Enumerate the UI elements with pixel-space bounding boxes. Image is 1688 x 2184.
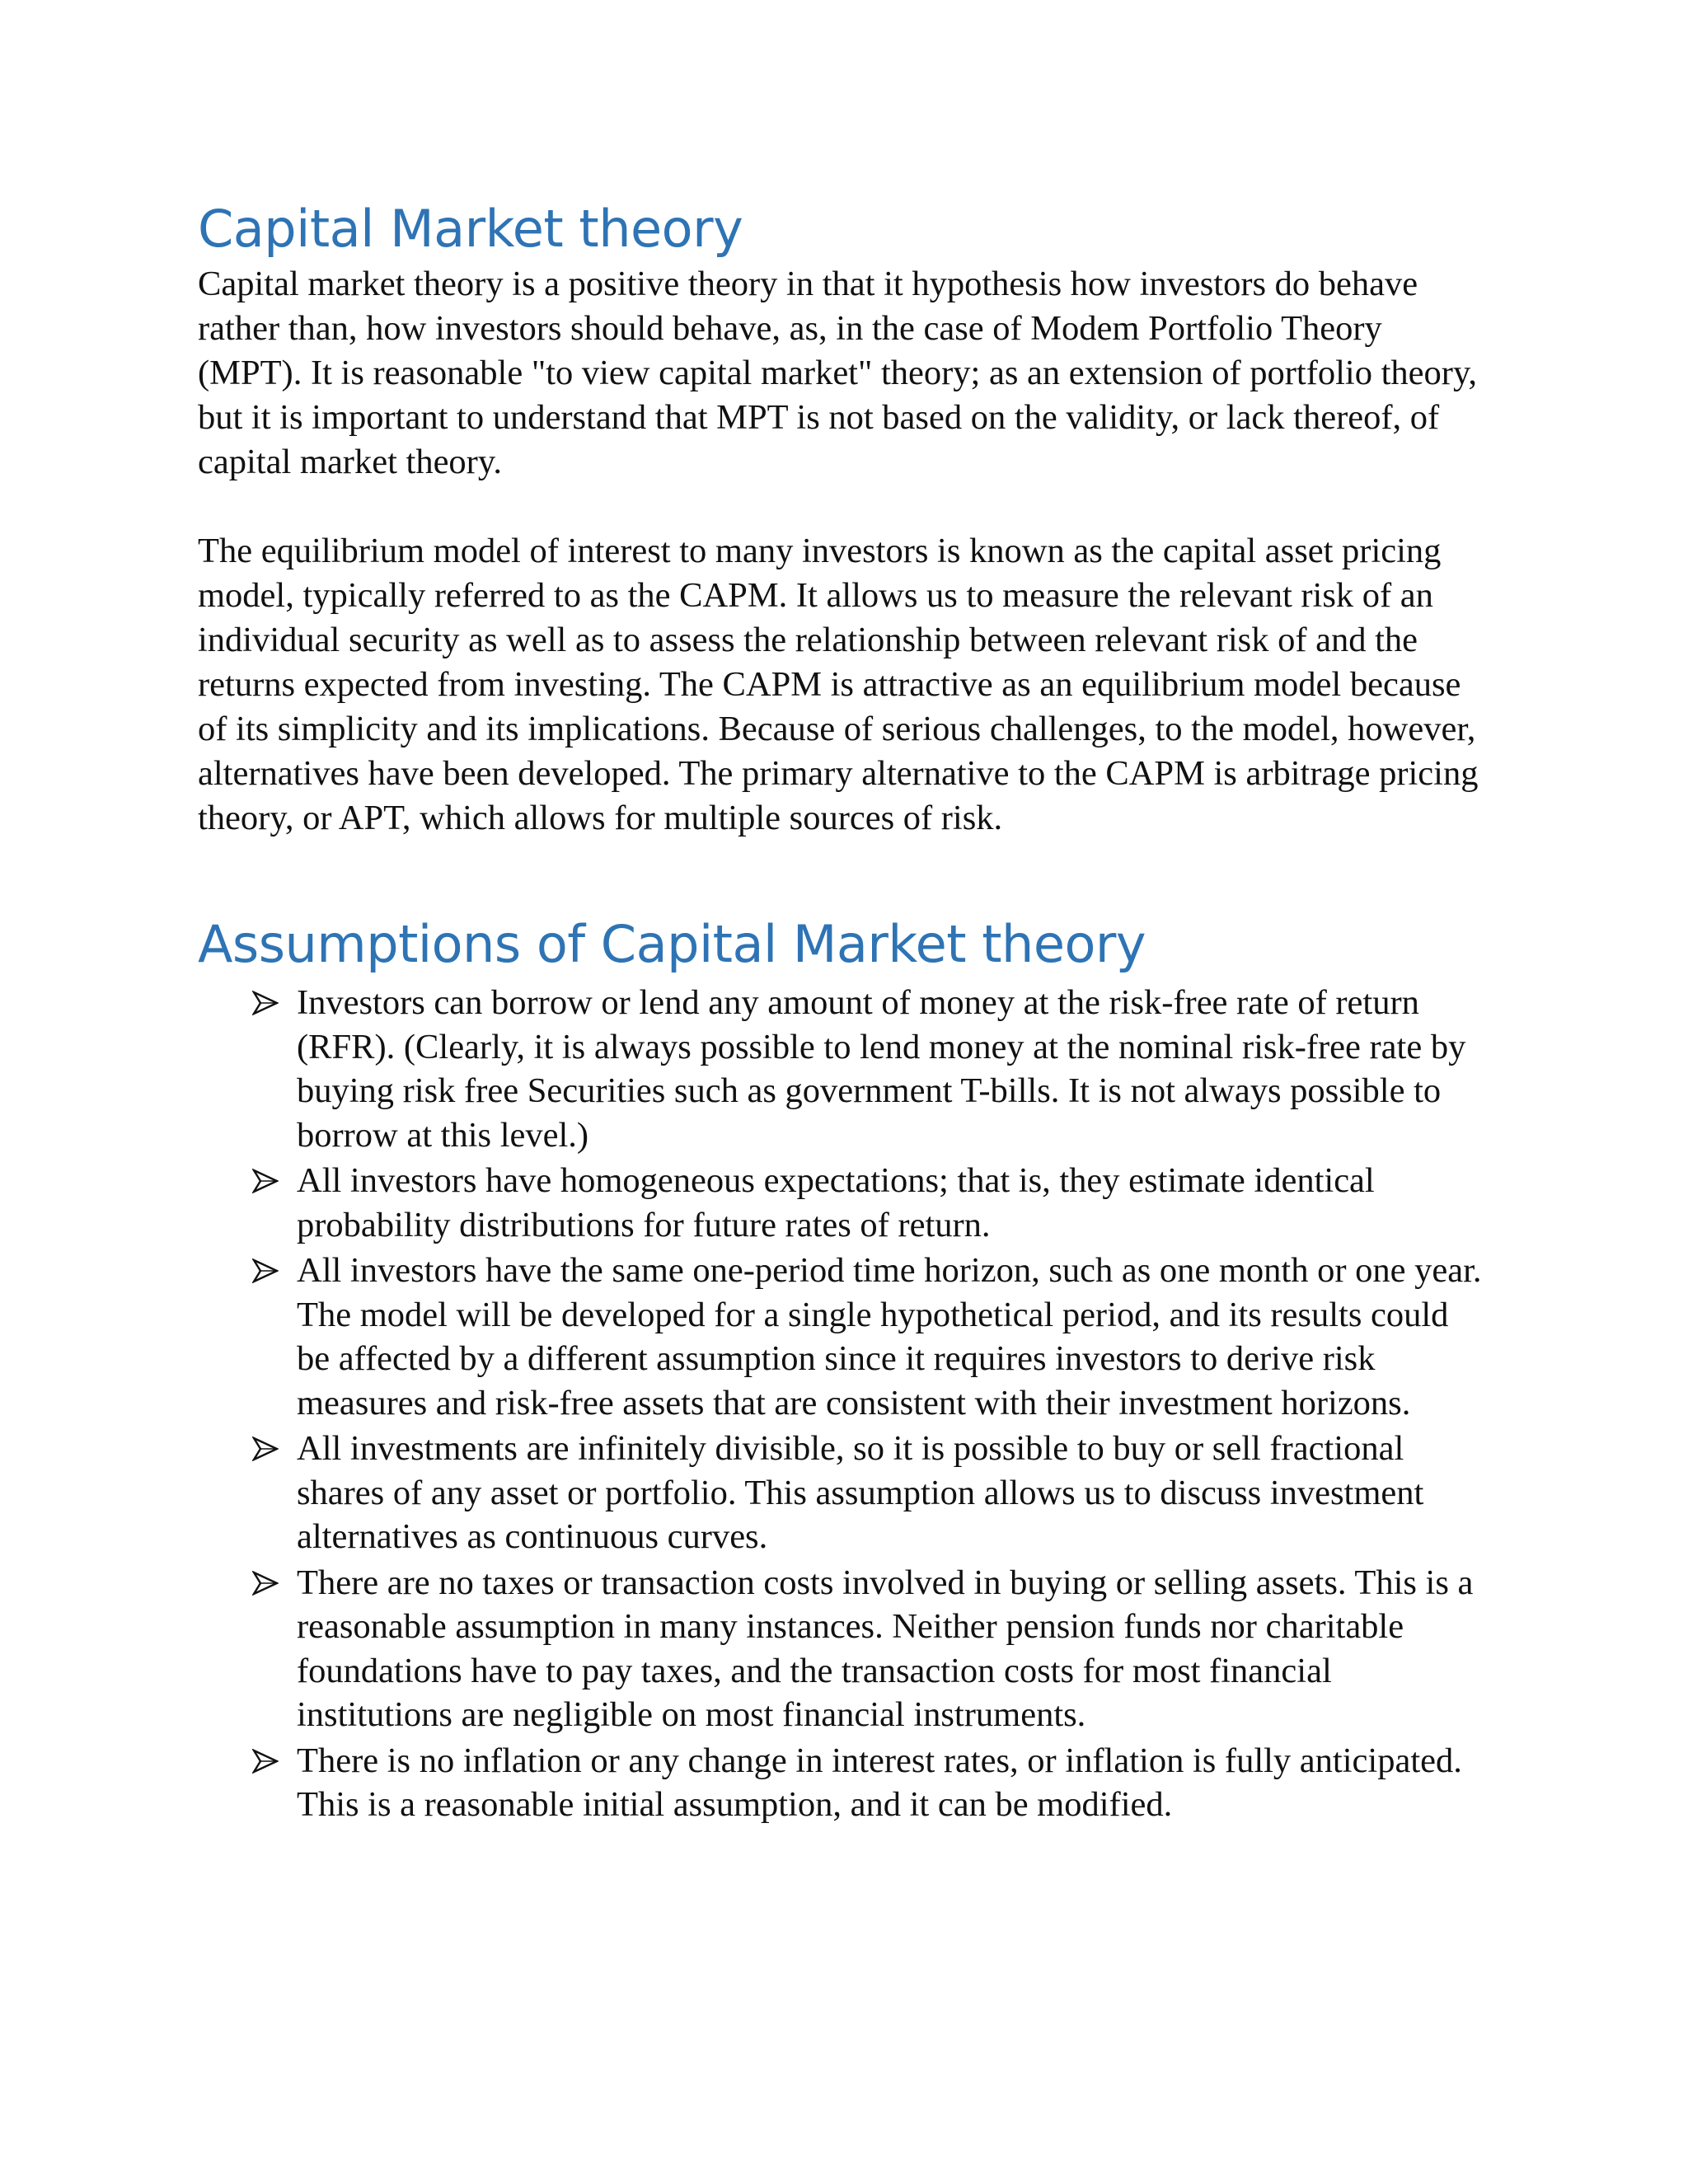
section-heading-assumptions: Assumptions of Capital Market theory [198,914,1146,974]
list-item [252,1561,1484,1737]
list-item-text: All investments are infinitely divisible, so it is possible to buy or sell fractional shares of any asset or portfolio. This assumption allows us to discuss investment alternatives as continuous curves. [297,1429,1424,1556]
list-item-text: There are no taxes or transaction costs involved in buying or selling assets. This is a reasonable assumption in many instances. Neither pension funds nor charitable foundations have to pay taxes, and the transaction costs for most financial institutions are negligible on most financial instruments. [297,1563,1474,1734]
section-heading-capital-market-theory: Capital Market theory [198,199,743,259]
arrowhead-bullet-icon [252,1571,279,1596]
arrowhead-bullet-icon [252,1258,279,1283]
assumptions-list [198,981,1484,1827]
arrowhead-bullet-icon [252,1436,279,1461]
arrowhead-bullet-icon [252,1169,279,1193]
list-item [252,1739,1484,1827]
list-item [252,1159,1484,1247]
list-item [252,1427,1484,1559]
list-item [252,981,1484,1157]
list-item-text: Investors can borrow or lend any amount of money at the risk-free rate of return (RFR). (Clearly, it is always possible to lend money at the nominal risk-free rate by buying risk free Securities such as government T-bills. It is not always possible to borrow at this level.) [297,983,1466,1155]
list-item-text: All investors have the same one-period time horizon, such as one month or one year. The model will be developed for a single hypothetical period, and its results could be affected by a different assumption since it requires investors to derive risk measures and risk-free assets that are consistent with their investment horizons. [297,1251,1482,1422]
arrowhead-bullet-icon [252,1749,279,1774]
list-item-text: There is no inflation or any change in interest rates, or inflation is fully anticipated. This is a reasonable initial assumption, and it can be modified. [297,1741,1462,1824]
arrowhead-bullet-icon [252,991,279,1015]
document-content [198,196,1484,1829]
paragraph-capm: The equilibrium model of interest to many investors is known as the capital asset pricing model, typically referred to as the CAPM. It allows us to measure the relevant risk of an individual security as well as to assess the relationship between relevant risk of and the returns expected from investing. The CAPM is attractive as an equilibrium model because of its simplicity and its implications. Because of serious challenges, to the model, however, alternatives have been developed. The primary alternative to the CAPM is arbitrage pricing theory, or APT, which allows for multiple sources of risk. [198,532,1479,837]
paragraph-intro: Capital market theory is a positive theory in that it hypothesis how investors do behave rather than, how investors should behave, as, in the case of Modem Portfolio Theory (MPT). It is reasonable "to view capital market" theory; as an extension of portfolio theory, but it is important to understand that MPT is not based on the validity, or lack thereof, of capital market theory. [198,265,1478,481]
list-item [252,1249,1484,1425]
list-item-text: All investors have homogeneous expectations; that is, they estimate identical probability distributions for future rates of return. [297,1161,1375,1244]
